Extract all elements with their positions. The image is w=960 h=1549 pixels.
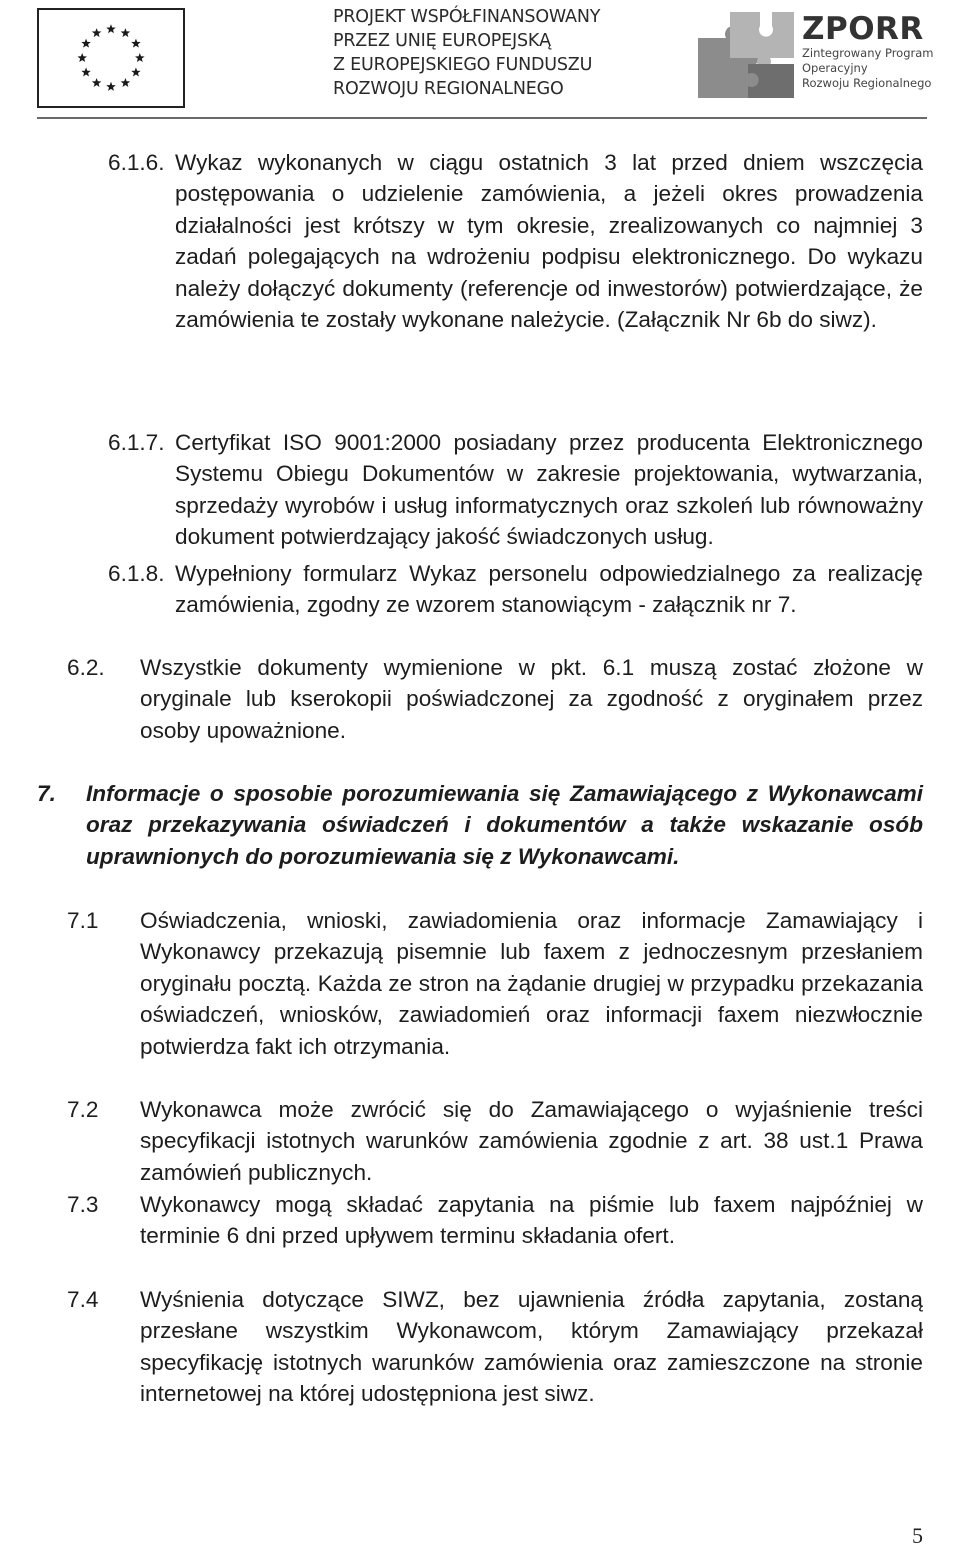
eu-star-icon	[131, 67, 140, 76]
item-text-6-1-7: Certyfikat ISO 9001:2000 posiadany przez producenta Elektronicznego Systemu Obiegu Dokumentów w zakresie projektowania, wytwarzania, sprzedaży wyrobów i usług informatycznych oraz szkoleń lub równoważny dokument potwierdzający jakość świadczonych usług.	[175, 430, 923, 550]
project-line: Z EUROPEJSKIEGO FUNDUSZU	[333, 55, 593, 75]
section-7-number: 7.	[37, 781, 56, 806]
zporr-puzzle-icon	[690, 8, 800, 100]
header-divider	[37, 117, 927, 119]
item-number-6-1-7: 6.1.7.	[108, 430, 165, 455]
eu-star-icon	[135, 53, 145, 62]
item-text-6-2: Wszystkie dokumenty wymienione w pkt. 6.1 muszą zostać złożone w oryginale lub kserokopii poświadczonej za zgodność z oryginałem przez osoby upoważnione.	[140, 655, 923, 743]
project-line: PRZEZ UNIĘ EUROPEJSKĄ	[333, 31, 551, 51]
eu-star-icon	[77, 53, 87, 62]
eu-star-icon	[92, 78, 102, 87]
project-line: PROJEKT WSPÓŁFINANSOWANY	[333, 7, 601, 27]
page-number: 5	[912, 1523, 923, 1548]
section-7-heading: Informacje o sposobie porozumiewania się Zamawiającego z Wykonawcami oraz przekazywania oświadczeń i dokumentów a także wskazanie osób uprawnionych do porozumiewania się z Wykonawcami.	[86, 781, 923, 869]
item-text-6-1-6: Wykaz wykonanych w ciągu ostatnich 3 lat przed dniem wszczęcia postępowania o udzielenie zamówienia, a jeżeli okres prowadzenia działalności jest krótszy w tym okresie, zrealizowanych co najmniej 3 zadań polegających na wdrożeniu podpisu elektronicznego. Do wykazu należy dołączyć dokumenty (referencje od inwestorów) potwierdzające, że zamówienia te zostały wykonane należycie. (Załącznik Nr 6b do siwz).	[175, 150, 923, 333]
eu-star-icon	[121, 78, 131, 87]
item-number-7-2: 7.2	[67, 1097, 99, 1122]
eu-star-icon	[121, 28, 131, 37]
item-number-6-2: 6.2.	[67, 655, 105, 680]
project-line: ROZWOJU REGIONALNEGO	[333, 79, 564, 99]
item-number-7-1: 7.1	[67, 908, 99, 933]
eu-star-icon	[81, 67, 90, 76]
eu-flag-logo	[37, 8, 185, 108]
item-text-6-1-8: Wypełniony formularz Wykaz personelu odpowiedzialnego za realizację zamówienia, zgodny ze wzorem stanowiącym - załącznik nr 7.	[175, 561, 923, 618]
item-number-6-1-8: 6.1.8.	[108, 561, 165, 586]
zporr-subtitle-line: Operacyjny	[802, 61, 868, 75]
item-number-7-4: 7.4	[67, 1287, 99, 1312]
eu-stars-icon	[39, 10, 183, 106]
eu-star-icon	[106, 82, 116, 91]
item-number-6-1-6: 6.1.6.	[108, 150, 165, 175]
zporr-subtitle-line: Rozwoju Regionalnego	[802, 76, 932, 90]
item-text-7-4: Wyśnienia dotyczące SIWZ, bez ujawnienia źródła zapytania, zostaną przesłane wszystkim Wykonawcom, którym Zamawiający przekazał specyfikację istotnych warunków zamówienia oraz zamieszczone na stronie internetowej na której udostępniona jest siwz.	[140, 1287, 923, 1407]
zporr-title: ZPORR	[802, 11, 924, 47]
zporr-subtitle-line: Zintegrowany Program	[802, 46, 934, 60]
zporr-logo-text	[802, 12, 933, 91]
eu-star-icon	[81, 39, 90, 48]
eu-star-icon	[131, 39, 140, 48]
eu-star-icon	[106, 24, 116, 33]
item-text-7-3: Wykonawcy mogą składać zapytania na piśmie lub faxem najpóźniej w terminie 6 dni przed upływem terminu składania ofert.	[140, 1192, 923, 1249]
project-cofinancing-text	[333, 5, 653, 101]
item-text-7-1: Oświadczenia, wnioski, zawiadomienia oraz informacje Zamawiający i Wykonawcy przekazują pisemnie lub faxem z jednoczesnym przesłaniem oryginału pocztą. Każda ze stron na żądanie drugiej w przypadku przekazania oświadczeń, wniosków, zawiadomień oraz informacji faxem niezwłocznie potwierdza fakt ich otrzymania.	[140, 908, 923, 1059]
eu-star-icon	[92, 28, 102, 37]
item-number-7-3: 7.3	[67, 1192, 99, 1217]
item-text-7-2: Wykonawca może zwrócić się do Zamawiającego o wyjaśnienie treści specyfikacji istotnych warunków zamówienia zgodnie z art. 38 ust.1 Prawa zamówień publicznych.	[140, 1097, 923, 1185]
